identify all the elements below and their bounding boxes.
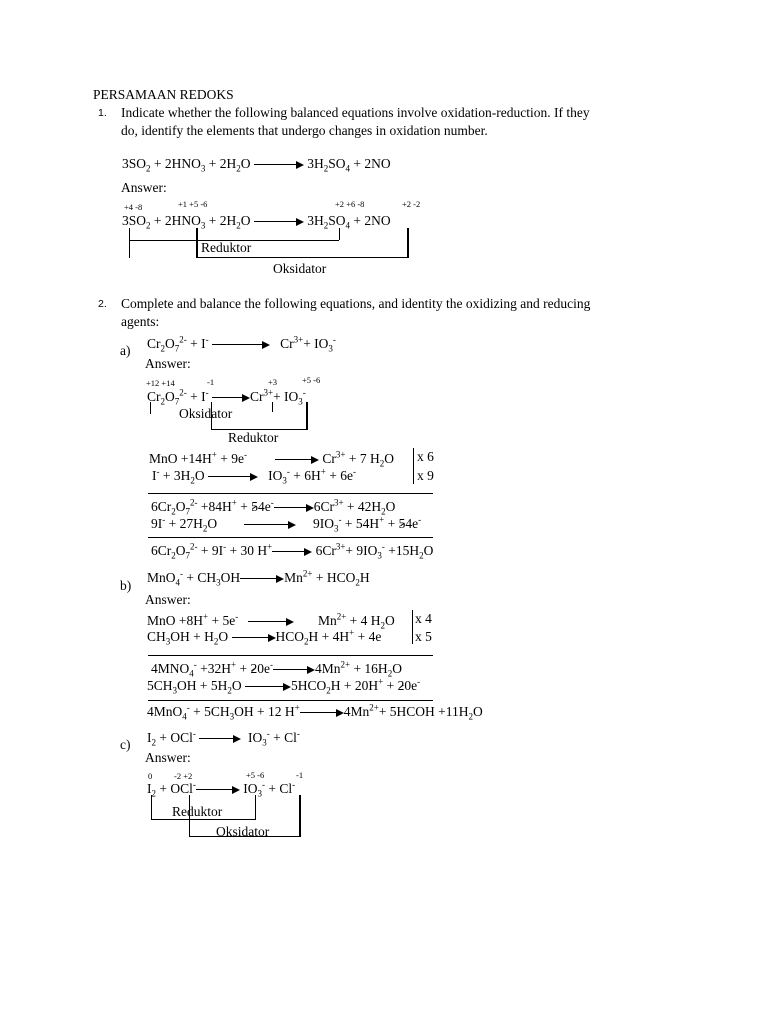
q2a-multiplied-1: $6Cr_2O_7^{2-} +84H^+ + 54e^-$ $6Cr^{3+} + 42H_2O$ <box>151 497 396 517</box>
q2a-reduktor-label: Reduktor <box>228 430 279 445</box>
q2a-multiplier-1: x 6 <box>417 449 434 464</box>
reaction-arrow-icon <box>240 570 284 586</box>
q1-ox-h2so4: +2 +6 -8 <box>335 199 365 209</box>
q2a-equation: $Cr_2O_7^{2-} + I^-$ $Cr^{3+}+ IO_3^-$ <box>147 334 336 354</box>
q2a-ox-i: -1 <box>207 377 215 387</box>
q1-answer-equation: $3SO_2 + 2HNO_3 + 2H_2O$ $3H_2SO_4 + 2NO$ <box>122 213 391 231</box>
q1-text-line1: Indicate whether the following balanced equations involve oxidation-reduction. If they <box>121 105 590 120</box>
q1-oksidator-label: Oksidator <box>273 261 327 276</box>
reaction-arrow-icon <box>232 629 276 645</box>
q2c-equation: $I_2 + OCl^-$ $IO_3^- + Cl^-$ <box>147 728 300 748</box>
q2b-answer-label: Answer: <box>145 592 191 607</box>
reaction-arrow-icon <box>212 336 270 352</box>
q2c-ox-cl: -1 <box>296 770 304 780</box>
reaction-arrow-icon <box>254 156 304 172</box>
q2b-multiplied-2: $5CH_3OH + 5H_2O$ $5HCO_2H + 20H^+ + 20e^-$ <box>147 676 421 696</box>
q2a-ox-io3: +5 -6 <box>302 375 321 385</box>
q2c-answer-equation: $I_2 + OCl^-$ $IO_3^- + Cl^-$ <box>147 779 296 799</box>
q2a-multiplied-2: $9I^- + 27H_2O$ $9IO_3^- + 54H^+ + 54e^-$ <box>151 514 422 534</box>
q1-answer-label: Answer: <box>121 180 167 195</box>
reaction-arrow-icon <box>274 499 314 515</box>
q2c-ox-io3: +5 -6 <box>246 770 265 780</box>
reaction-arrow-icon <box>245 678 291 694</box>
q2a-half-reaction-2: $I^- + 3H_2O$ $IO_3^- + 6H^+ + 6e^-$ <box>152 466 356 486</box>
reaction-arrow-icon <box>275 451 319 467</box>
q1-ox-so2: +4 -8 <box>124 202 143 212</box>
q2a-ox-cr2o7: +12 +14 <box>146 378 175 388</box>
q2a-answer-equation: $Cr_2O_7^{2-} + I^-$ $Cr^{3+}+ IO_3^-$ <box>147 387 306 407</box>
q2b-half-reaction-1: MnO +8H+ + 5e- $Mn^{2+} + 4$ $H_2O$ <box>147 611 395 631</box>
reaction-arrow-icon <box>208 468 258 484</box>
q2a-half-reaction-1: MnO +14H+ + 9e- <box>149 449 247 466</box>
q2b-half-reaction-2: $CH_3OH + H_2O$ $HCO_2H + 4H^+ + 4e$ <box>147 627 382 647</box>
q2c-reduktor-label: Reduktor <box>172 804 223 819</box>
q1-reduktor-label: Reduktor <box>201 240 252 255</box>
reaction-arrow-icon <box>273 661 315 677</box>
q2-text-line2: agents: <box>121 314 160 329</box>
q2a-answer-label: Answer: <box>145 356 191 371</box>
q2b-multiplier-2: x 5 <box>415 629 432 644</box>
q1-equation: $3SO_2 + 2HNO_3 + 2H_2O$ $3H_2SO_4 + 2NO$ <box>122 156 391 174</box>
q2c-letter: c) <box>120 737 131 752</box>
q2b-equation: $MnO_4^- + CH_3OH$ $Mn^{2+} + HCO_2H$ <box>147 568 370 588</box>
q2b-net-equation: $4MnO_4^- + 5CH_3OH + 12$ H+ $4Mn^{2+}+$ 5HCOH $+11H_2O$ <box>147 702 483 722</box>
reaction-arrow-icon <box>272 543 312 559</box>
q2-text-line1: Complete and balance the following equations, and identity the oxidizing and reducing <box>121 296 591 311</box>
q2a-half-reaction-1-rhs: $Cr^{3+} + 7$ $H_2O$ <box>275 451 394 467</box>
q2-number: 2. <box>98 298 107 310</box>
q2c-answer-label: Answer: <box>145 750 191 765</box>
q2c-ox-i2: 0 <box>148 771 153 781</box>
q2a-ox-cr: +3 <box>268 377 278 387</box>
reaction-arrow-icon <box>199 730 241 746</box>
reaction-arrow-icon <box>248 613 294 629</box>
q2c-ox-ocl: -2 +2 <box>174 771 193 781</box>
reaction-arrow-icon <box>196 781 240 797</box>
reaction-arrow-icon <box>244 516 296 532</box>
q2b-multiplied-1: $4MNO_4^- +32H^+ + 20e^-$ $4Mn^{2+} + 16H_2O$ <box>151 659 402 679</box>
q1-text-line2: do, identify the elements that undergo changes in oxidation number. <box>121 123 488 138</box>
q2c-oksidator-label: Oksidator <box>216 824 270 839</box>
q2b-multiplier-1: x 4 <box>415 611 432 626</box>
reaction-arrow-icon <box>300 704 344 720</box>
q1-ox-hno3: +1 +5 -6 <box>178 199 208 209</box>
q2a-net-equation: $6Cr_2O_7^{2-} + 9I^- + 30$ H+ $6Cr^{3+}+ 9IO_3^- +15H_2O$ <box>151 541 434 561</box>
q2a-oksidator-label: Oksidator <box>179 406 233 421</box>
reaction-arrow-icon <box>254 213 304 229</box>
q2b-letter: b) <box>120 578 132 593</box>
page-title: PERSAMAAN REDOKS <box>93 87 234 102</box>
q2a-multiplier-2: x 9 <box>417 468 434 483</box>
q1-ox-no: +2 -2 <box>402 199 421 209</box>
q1-number: 1. <box>98 107 107 119</box>
reaction-arrow-icon <box>212 389 250 405</box>
q2a-letter: a) <box>120 343 131 358</box>
